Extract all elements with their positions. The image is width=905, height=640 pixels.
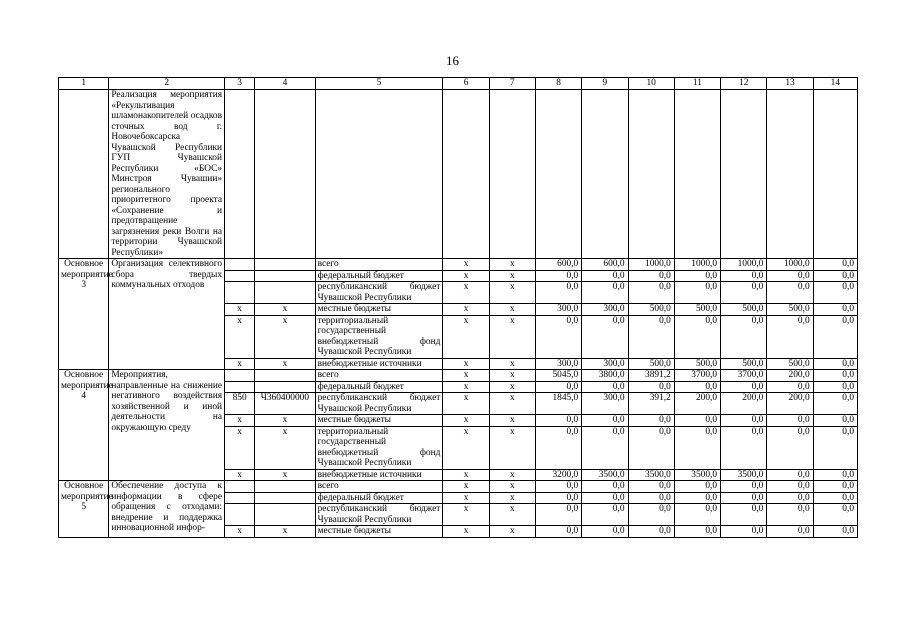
col-header: 10: [628, 78, 674, 90]
amount-cell: 600,0: [535, 259, 581, 271]
table-cell: x: [489, 481, 535, 493]
amount-cell: 0,0: [721, 481, 767, 493]
col-header: 8: [535, 78, 581, 90]
activity-code: Основное мероприятие 4: [59, 370, 109, 481]
funding-source: всего: [315, 259, 443, 271]
amount-cell: 500,0: [674, 358, 720, 370]
amount-cell: 0,0: [582, 315, 628, 358]
budget-class-code: [255, 270, 315, 282]
amount-cell: 0,0: [535, 426, 581, 469]
amount-cell: 0,0: [813, 315, 857, 358]
amount-cell: 0,0: [628, 481, 674, 493]
amount-cell: 0,0: [628, 526, 674, 538]
table-cell: [813, 90, 857, 259]
table-cell: x: [489, 426, 535, 469]
amount-cell: 0,0: [535, 481, 581, 493]
table-cell: [225, 90, 255, 259]
table-cell: x: [443, 381, 489, 393]
funding-source: федеральный бюджет: [315, 492, 443, 504]
amount-cell: 0,0: [628, 492, 674, 504]
amount-cell: 200,0: [767, 370, 813, 382]
amount-cell: 0,0: [813, 381, 857, 393]
amount-cell: 0,0: [674, 315, 720, 358]
amount-cell: 500,0: [628, 304, 674, 316]
table-cell: x: [489, 304, 535, 316]
amount-cell: 0,0: [721, 270, 767, 282]
budget-class-code: x: [255, 315, 315, 358]
grbs-code: x: [225, 526, 255, 538]
amount-cell: 0,0: [674, 492, 720, 504]
amount-cell: 0,0: [813, 415, 857, 427]
table-cell: x: [489, 504, 535, 526]
funding-source: всего: [315, 370, 443, 382]
funding-source: территориальный государственный внебюджетный фонд Чувашской Республики: [315, 315, 443, 358]
amount-cell: 0,0: [767, 481, 813, 493]
funding-source: республиканский бюджет Чувашской Республики: [315, 504, 443, 526]
amount-cell: 0,0: [813, 492, 857, 504]
grbs-code: [225, 370, 255, 382]
col-header: 11: [674, 78, 720, 90]
column-number-row: [59, 78, 858, 90]
amount-cell: 0,0: [813, 370, 857, 382]
amount-cell: 0,0: [582, 381, 628, 393]
amount-cell: 0,0: [582, 426, 628, 469]
amount-cell: 0,0: [767, 415, 813, 427]
grbs-code: [225, 481, 255, 493]
activity-code: Основное мероприятие 5: [59, 481, 109, 538]
amount-cell: 0,0: [813, 426, 857, 469]
amount-cell: 0,0: [813, 469, 857, 481]
amount-cell: 0,0: [813, 504, 857, 526]
table-cell: x: [443, 481, 489, 493]
amount-cell: 0,0: [535, 504, 581, 526]
table-cell: x: [443, 393, 489, 415]
activity-description: Мероприятия, направленные на снижение негативного воздействия хозяйственной и иной деятельности на окружающую среду: [109, 370, 225, 481]
funding-source: территориальный государственный внебюджетный фонд Чувашской Республики: [315, 426, 443, 469]
table-row: [59, 259, 858, 271]
amount-cell: 300,0: [535, 358, 581, 370]
table-cell: [535, 90, 581, 259]
page-number: 16: [446, 53, 459, 68]
amount-cell: 3700,0: [674, 370, 720, 382]
table-cell: x: [489, 469, 535, 481]
col-header: 14: [813, 78, 857, 90]
grbs-code: [225, 381, 255, 393]
table-row: [59, 481, 858, 493]
amount-cell: 0,0: [721, 526, 767, 538]
grbs-code: x: [225, 415, 255, 427]
amount-cell: 0,0: [767, 315, 813, 358]
funding-source: местные бюджеты: [315, 415, 443, 427]
amount-cell: 0,0: [674, 381, 720, 393]
grbs-code: x: [225, 304, 255, 316]
amount-cell: 0,0: [674, 270, 720, 282]
table-cell: x: [443, 282, 489, 304]
col-header: 2: [109, 78, 225, 90]
amount-cell: 0,0: [535, 270, 581, 282]
amount-cell: 0,0: [813, 282, 857, 304]
budget-class-code: x: [255, 358, 315, 370]
amount-cell: 0,0: [813, 526, 857, 538]
amount-cell: 0,0: [767, 381, 813, 393]
amount-cell: 3891,2: [628, 370, 674, 382]
amount-cell: 3200,0: [535, 469, 581, 481]
amount-cell: 500,0: [628, 358, 674, 370]
table-cell: [628, 90, 674, 259]
amount-cell: 3800,0: [582, 370, 628, 382]
table-cell: x: [489, 358, 535, 370]
budget-class-code: [255, 504, 315, 526]
amount-cell: 0,0: [535, 315, 581, 358]
amount-cell: 0,0: [582, 415, 628, 427]
table-cell: x: [443, 492, 489, 504]
amount-cell: 600,0: [582, 259, 628, 271]
amount-cell: 0,0: [767, 504, 813, 526]
table-cell: x: [443, 526, 489, 538]
table-cell: x: [489, 381, 535, 393]
amount-cell: 0,0: [628, 315, 674, 358]
amount-cell: 0,0: [628, 504, 674, 526]
amount-cell: 0,0: [628, 270, 674, 282]
amount-cell: 3700,0: [721, 370, 767, 382]
activity-description: Организация селективного сбора твердых коммунальных отходов: [109, 259, 225, 370]
amount-cell: 0,0: [767, 270, 813, 282]
budget-class-code: [255, 370, 315, 382]
amount-cell: 0,0: [767, 282, 813, 304]
amount-cell: 0,0: [674, 504, 720, 526]
table-cell: x: [443, 370, 489, 382]
budget-class-code: x: [255, 526, 315, 538]
grbs-code: x: [225, 426, 255, 469]
table-cell: x: [489, 315, 535, 358]
col-header: 13: [767, 78, 813, 90]
amount-cell: 0,0: [813, 358, 857, 370]
table-cell: [767, 90, 813, 259]
amount-cell: 0,0: [767, 492, 813, 504]
col-header: 5: [315, 78, 443, 90]
amount-cell: 3500,0: [674, 469, 720, 481]
amount-cell: 0,0: [628, 415, 674, 427]
budget-class-code: [255, 259, 315, 271]
amount-cell: 300,0: [582, 393, 628, 415]
grbs-code: [225, 270, 255, 282]
amount-cell: 500,0: [721, 358, 767, 370]
table-cell: [489, 90, 535, 259]
budget-class-code: [255, 381, 315, 393]
amount-cell: 0,0: [535, 526, 581, 538]
table-cell: x: [443, 270, 489, 282]
amount-cell: 0,0: [721, 492, 767, 504]
funding-source: местные бюджеты: [315, 526, 443, 538]
col-header: 12: [721, 78, 767, 90]
amount-cell: 500,0: [767, 304, 813, 316]
amount-cell: 0,0: [628, 381, 674, 393]
table-cell: x: [489, 526, 535, 538]
col-header: 4: [255, 78, 315, 90]
amount-cell: 0,0: [721, 282, 767, 304]
amount-cell: 0,0: [535, 492, 581, 504]
table-cell: [315, 90, 443, 259]
table-cell: x: [443, 315, 489, 358]
activity-code: [59, 90, 109, 259]
table-row: [59, 370, 858, 382]
amount-cell: 391,2: [628, 393, 674, 415]
table-cell: x: [443, 358, 489, 370]
amount-cell: 500,0: [674, 304, 720, 316]
amount-cell: 1000,0: [674, 259, 720, 271]
grbs-code: x: [225, 469, 255, 481]
amount-cell: 300,0: [582, 358, 628, 370]
grbs-code: [225, 259, 255, 271]
funding-source: республиканский бюджет Чувашской Республики: [315, 282, 443, 304]
budget-class-code: x: [255, 426, 315, 469]
table-cell: x: [489, 270, 535, 282]
amount-cell: 0,0: [535, 415, 581, 427]
funding-source: республиканский бюджет Чувашской Республики: [315, 393, 443, 415]
table-row: [59, 90, 858, 259]
table-cell: x: [489, 370, 535, 382]
amount-cell: 500,0: [767, 358, 813, 370]
budget-class-code: [255, 481, 315, 493]
amount-cell: 0,0: [721, 381, 767, 393]
table-cell: x: [489, 415, 535, 427]
amount-cell: 0,0: [628, 426, 674, 469]
amount-cell: 500,0: [721, 304, 767, 316]
amount-cell: 0,0: [813, 304, 857, 316]
budget-class-code: [255, 282, 315, 304]
amount-cell: 0,0: [582, 504, 628, 526]
amount-cell: 0,0: [582, 526, 628, 538]
table-cell: [443, 90, 489, 259]
table-cell: [255, 90, 315, 259]
amount-cell: 0,0: [535, 381, 581, 393]
amount-cell: 0,0: [674, 526, 720, 538]
budget-class-code: x: [255, 304, 315, 316]
table-cell: x: [443, 304, 489, 316]
grbs-code: x: [225, 315, 255, 358]
amount-cell: 0,0: [767, 469, 813, 481]
col-header: 9: [582, 78, 628, 90]
grbs-code: [225, 282, 255, 304]
funding-source: федеральный бюджет: [315, 381, 443, 393]
table-cell: x: [443, 415, 489, 427]
amount-cell: 0,0: [721, 315, 767, 358]
col-header: 3: [225, 78, 255, 90]
table-cell: x: [443, 259, 489, 271]
amount-cell: 1000,0: [628, 259, 674, 271]
grbs-code: [225, 492, 255, 504]
amount-cell: 0,0: [813, 393, 857, 415]
amount-cell: 0,0: [582, 270, 628, 282]
amount-cell: 300,0: [582, 304, 628, 316]
amount-cell: 0,0: [767, 526, 813, 538]
activity-code: Основное мероприятие 3: [59, 259, 109, 370]
budget-class-code: Ч360400000: [255, 393, 315, 415]
amount-cell: 0,0: [674, 426, 720, 469]
amount-cell: 0,0: [582, 481, 628, 493]
table-cell: [674, 90, 720, 259]
grbs-code: x: [225, 358, 255, 370]
amount-cell: 200,0: [674, 393, 720, 415]
amount-cell: 0,0: [813, 259, 857, 271]
amount-cell: 0,0: [535, 282, 581, 304]
amount-cell: 0,0: [721, 504, 767, 526]
amount-cell: 5045,0: [535, 370, 581, 382]
amount-cell: 0,0: [721, 426, 767, 469]
table-cell: x: [489, 393, 535, 415]
budget-class-code: x: [255, 415, 315, 427]
amount-cell: 1845,0: [535, 393, 581, 415]
funding-source: всего: [315, 481, 443, 493]
amount-cell: 200,0: [767, 393, 813, 415]
activity-description: Обеспечение доступа к информации в сфере обращения с отходами: внедрение и поддержка инновационной инфор-: [109, 481, 225, 538]
amount-cell: 0,0: [721, 415, 767, 427]
funding-source: внебюджетные источники: [315, 469, 443, 481]
table-cell: x: [443, 426, 489, 469]
grbs-code: [225, 504, 255, 526]
amount-cell: 0,0: [674, 481, 720, 493]
amount-cell: 0,0: [628, 282, 674, 304]
table-cell: x: [443, 469, 489, 481]
table-cell: x: [443, 504, 489, 526]
table-cell: x: [489, 282, 535, 304]
amount-cell: 0,0: [582, 282, 628, 304]
amount-cell: 300,0: [535, 304, 581, 316]
funding-source: федеральный бюджет: [315, 270, 443, 282]
amount-cell: 1000,0: [721, 259, 767, 271]
budget-class-code: [255, 492, 315, 504]
table-cell: x: [489, 259, 535, 271]
amount-cell: 0,0: [674, 415, 720, 427]
grbs-code: 850: [225, 393, 255, 415]
budget-class-code: x: [255, 469, 315, 481]
table-body: [59, 90, 858, 538]
funding-source: внебюджетные источники: [315, 358, 443, 370]
funding-source: местные бюджеты: [315, 304, 443, 316]
amount-cell: 0,0: [767, 426, 813, 469]
col-header: 1: [59, 78, 109, 90]
amount-cell: 0,0: [813, 270, 857, 282]
table-cell: x: [489, 492, 535, 504]
table-cell: [582, 90, 628, 259]
amount-cell: 0,0: [582, 492, 628, 504]
amount-cell: 3500,0: [721, 469, 767, 481]
activity-description: Реализация мероприятия «Рекультивация шламонакопителей осадков сточных вод г. Новочебоксарска Чувашской Республики ГУП Чувашской Республики «БОС» Минстроя Чувашии» регионального приоритетного проекта «Сохранение и предотвращение загрязнения реки Волги на территории Чувашской Республики»: [109, 90, 225, 259]
table-cell: [721, 90, 767, 259]
amount-cell: 1000,0: [767, 259, 813, 271]
amount-cell: 3500,0: [582, 469, 628, 481]
amount-cell: 0,0: [674, 282, 720, 304]
program-finance-table: [58, 77, 858, 538]
col-header: 7: [489, 78, 535, 90]
amount-cell: 200,0: [721, 393, 767, 415]
amount-cell: 0,0: [813, 481, 857, 493]
col-header: 6: [443, 78, 489, 90]
amount-cell: 3500,0: [628, 469, 674, 481]
